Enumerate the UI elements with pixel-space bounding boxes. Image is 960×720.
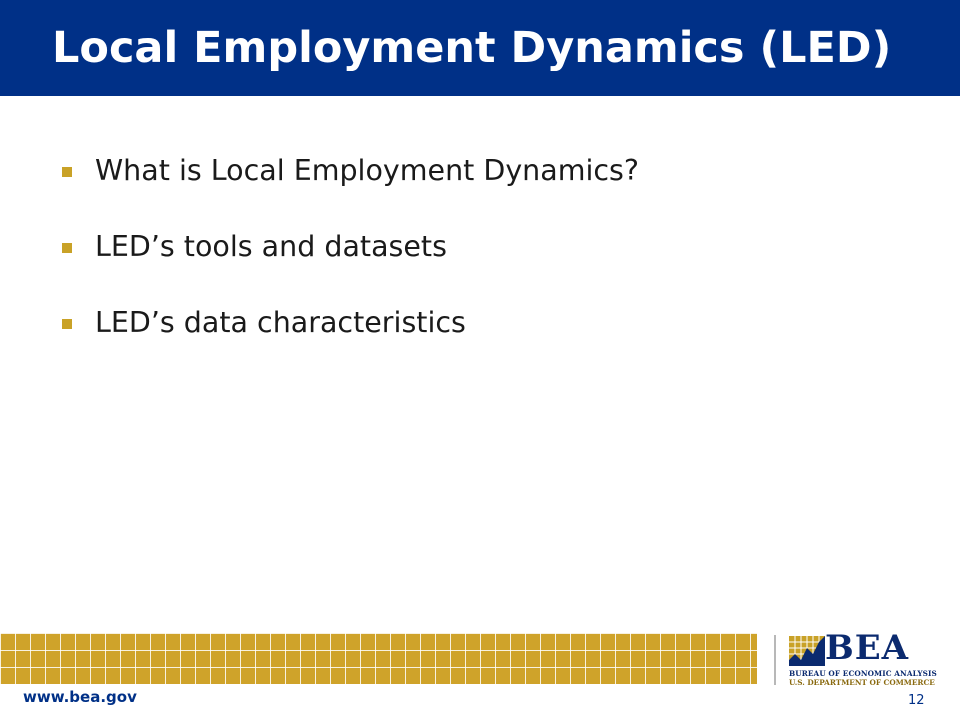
logo-wordmark: BEA — [825, 628, 910, 668]
bullet-text: LED’s data characteristics — [95, 306, 466, 339]
bullet-item — [60, 148, 639, 224]
title-bar — [0, 0, 960, 96]
bea-logo-chart-icon — [789, 634, 829, 670]
bea-logo — [787, 628, 937, 690]
bullet-item — [60, 224, 639, 300]
bullet-item — [60, 300, 639, 376]
square-bullet-icon — [62, 167, 72, 177]
logo-subtitle-bureau: BUREAU OF ECONOMIC ANALYSIS — [789, 669, 937, 678]
bullet-list — [60, 148, 639, 376]
footer-url-link[interactable]: www.bea.gov — [23, 688, 137, 706]
page-number: 12 — [908, 693, 925, 708]
bullet-text: LED’s tools and datasets — [95, 230, 447, 263]
slide-title: Local Employment Dynamics (LED) — [52, 23, 892, 73]
bullet-text: What is Local Employment Dynamics? — [95, 154, 640, 187]
logo-subtitle-department: U.S. DEPARTMENT OF COMMERCE — [789, 678, 935, 687]
square-bullet-icon — [62, 243, 72, 253]
decorative-grid-band — [0, 633, 757, 684]
square-bullet-icon — [62, 319, 72, 329]
footer-divider — [774, 635, 776, 685]
